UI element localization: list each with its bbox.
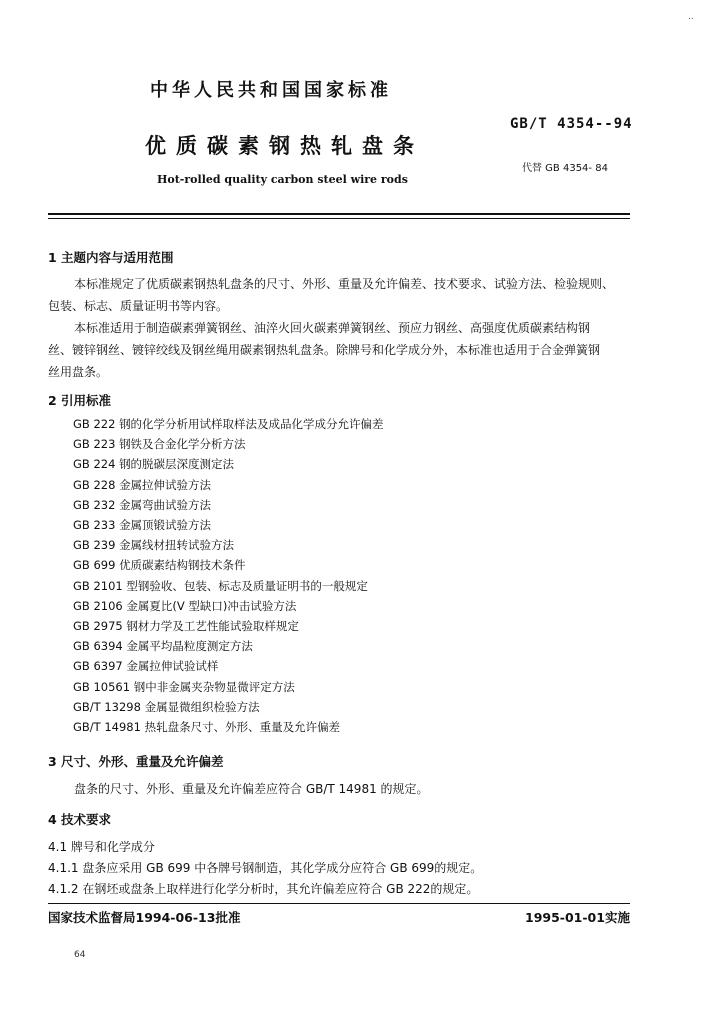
reference-code: GB 6397 xyxy=(73,659,123,674)
section-1-heading: 1 主题内容与适用范围 xyxy=(48,250,174,265)
reference-code: GB 224 xyxy=(73,457,116,472)
section-1-para1-line1: 本标准规定了优质碳素钢热轧盘条的尺寸、外形、重量及允许偏差、技术要求、试验方法、检验规则、 xyxy=(74,277,615,291)
reference-title: 钢的化学分析用试样取样法及成品化学成分允许偏差 xyxy=(119,417,384,431)
section-2-heading: 2 引用标准 xyxy=(48,393,112,408)
reference-item xyxy=(73,598,296,614)
section-1-para2-line2: 丝、镀锌钢丝、镀锌绞线及钢丝绳用碳素钢热轧盘条。除牌号和化学成分外，本标准也适用于合金弹簧钢 xyxy=(48,343,601,357)
reference-title: 金属显微组织检验方法 xyxy=(144,699,260,714)
reference-item xyxy=(73,638,253,654)
section-1-para2-line3: 丝用盘条。 xyxy=(48,365,109,379)
section-4-heading: 4 技术要求 xyxy=(48,812,112,827)
clause-4-1-2: 4.1.2 在钢坯或盘条上取样进行化学分析时，其允许偏差应符合 GB 222的规定。 xyxy=(48,882,479,896)
reference-code: GB 2101 xyxy=(73,578,123,593)
approval-issuer-date: 国家技术监督局1994-06-13批准 xyxy=(48,910,241,925)
reference-code: GB 699 xyxy=(73,558,116,573)
reference-title: 型钢验收、包装、标志及质量证明书的一般规定 xyxy=(126,578,368,593)
reference-item xyxy=(73,416,384,432)
header-rule-thick xyxy=(48,213,630,215)
reference-item xyxy=(73,618,299,634)
reference-item xyxy=(73,578,368,594)
clause-4-1-1: 4.1.1 盘条应采用 GB 699 中各牌号钢制造，其化学成分应符合 GB 699的规定。 xyxy=(48,861,483,875)
clause-4-1: 4.1 牌号和化学成分 xyxy=(48,840,155,854)
reference-code: GB/T 13298 xyxy=(73,699,141,714)
reference-item xyxy=(73,537,234,553)
reference-item xyxy=(73,699,260,715)
reference-title: 金属夏比(V 型缺口)冲击试验方法 xyxy=(126,598,297,613)
reference-code: GB 228 xyxy=(73,477,116,492)
reference-title: 金属顶锻试验方法 xyxy=(119,518,212,532)
reference-title: 钢铁及合金化学分析方法 xyxy=(119,437,246,452)
replaces-standard: 代替 GB 4354- 84 xyxy=(522,163,608,174)
reference-title: 金属平均晶粒度测定方法 xyxy=(126,639,253,654)
reference-code: GB 10561 xyxy=(73,679,131,694)
reference-title: 钢的脱碳层深度测定法 xyxy=(119,457,235,472)
reference-title: 金属拉伸试验试样 xyxy=(126,659,219,674)
reference-code: GB/T 14981 xyxy=(73,720,141,734)
reference-item xyxy=(73,658,218,674)
reference-item xyxy=(73,497,211,513)
corner-mark: .. xyxy=(688,12,694,22)
reference-item xyxy=(73,456,234,472)
reference-code: GB 222 xyxy=(73,417,116,431)
reference-item xyxy=(73,557,246,573)
reference-item xyxy=(73,477,211,493)
reference-title: 钢中非金属夹杂物显微评定方法 xyxy=(133,679,295,694)
reference-code: GB 239 xyxy=(73,538,116,553)
reference-code: GB 232 xyxy=(73,497,116,512)
header-rule-thin xyxy=(48,218,630,219)
section-3-text: 盘条的尺寸、外形、重量及允许偏差应符合 GB/T 14981 的规定。 xyxy=(74,782,429,796)
section-1-para2-line1: 本标准适用于制造碳素弹簧钢丝、油淬火回火碳素弹簧钢丝、预应力钢丝、高强度优质碳素结构钢 xyxy=(74,321,591,335)
document-title: 优质碳素钢热轧盘条 xyxy=(145,134,424,158)
reference-title: 优质碳素结构钢技术条件 xyxy=(119,558,246,573)
reference-code: GB 223 xyxy=(73,437,116,452)
reference-item xyxy=(73,719,340,735)
reference-title: 金属弯曲试验方法 xyxy=(119,497,212,512)
reference-code: GB 233 xyxy=(73,518,116,532)
standard-number: GB/T 4354--94 xyxy=(510,116,633,132)
reference-code: GB 6394 xyxy=(73,639,123,654)
reference-title: 金属线材扭转试验方法 xyxy=(119,538,235,553)
section-1-para1-line2: 包装、标志、质量证明书等内容。 xyxy=(48,299,229,313)
reference-title: 金属拉伸试验方法 xyxy=(119,477,212,492)
document-title-english: Hot-rolled quality carbon steel wire rods xyxy=(157,173,408,186)
footer-rule xyxy=(48,903,630,904)
reference-item xyxy=(73,436,246,452)
reference-code: GB 2106 xyxy=(73,598,123,613)
section-3-heading: 3 尺寸、外形、重量及允许偏差 xyxy=(48,754,224,769)
effective-date: 1995-01-01实施 xyxy=(525,910,630,925)
reference-item xyxy=(73,517,211,533)
reference-item xyxy=(73,679,295,695)
reference-title: 钢材力学及工艺性能试验取样规定 xyxy=(126,619,299,633)
reference-title: 热轧盘条尺寸、外形、重量及允许偏差 xyxy=(144,720,341,734)
national-standard-label: 中华人民共和国国家标准 xyxy=(150,80,392,101)
reference-code: GB 2975 xyxy=(73,619,123,633)
page-number: 64 xyxy=(74,950,86,960)
